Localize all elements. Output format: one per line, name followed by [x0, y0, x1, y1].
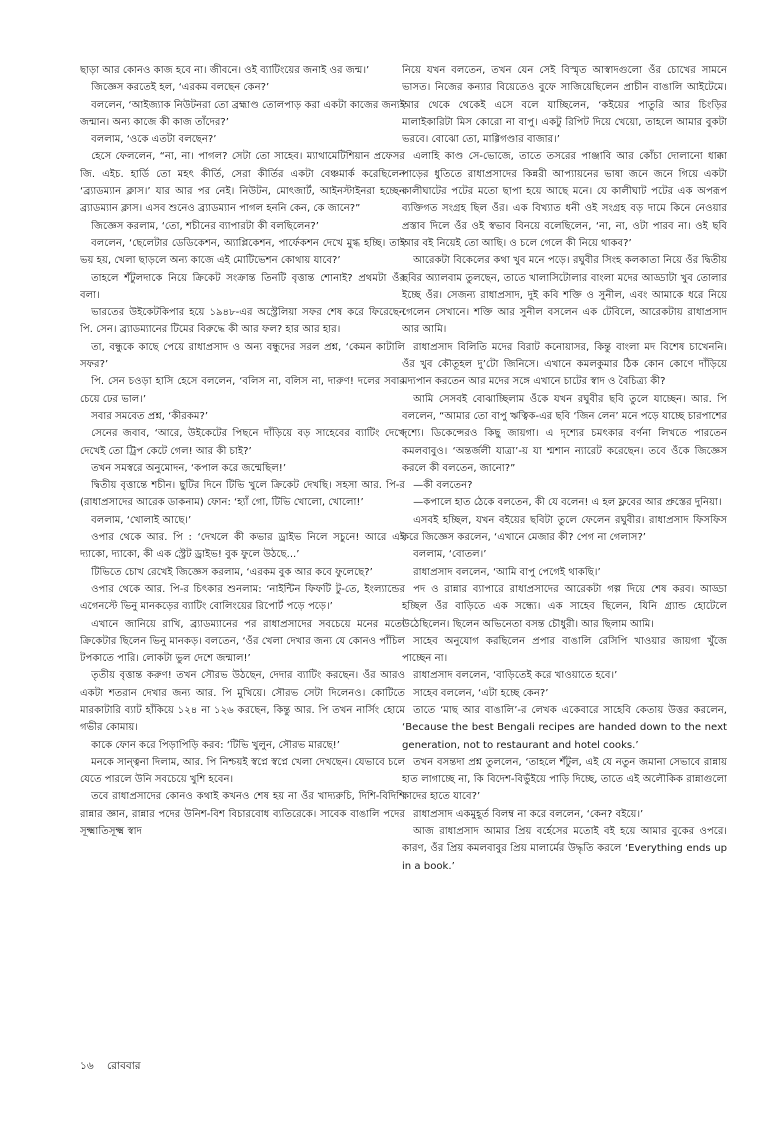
paragraph: রাধাপ্রসাদ বললেন, ‘বাড়িতেই করে খাওয়াতে হবে।’	[413, 670, 618, 682]
paragraph: পদ ও রান্নার ব্যাপারে রাধাপ্রসাদের আরেকটা গল্প দিয়ে শেষ করব। আড্ডা হচ্ছিল ওঁর বাড়িতে এক সন্ধ্যে। এক সাহেব ছিলেন, যিনি গ্র্যান্ড হোটেলে উঠেছিলেন। ছিলেন অভিনেতা বসন্ত চৌধুরী। আর ছিলাম আমি।	[402, 583, 727, 630]
paragraph: তখন সমস্বরে অনুমোদন, ‘কপাল করে জন্মেছিল!’	[91, 462, 287, 474]
paragraph: জিজ্ঞেস করতেই হল, ‘এরকম বলছেন কেন?’	[91, 82, 270, 94]
paragraph: কাকে ফোন করে পিড়াপিড়ি করব: ‘টিভি খুলুন, সৌরভ মারছে!’	[91, 739, 340, 751]
paragraph: জিজ্ঞেস করলাম, ‘তো, শচীনের ব্যাপারটা কী বলছিলেন?’	[91, 220, 319, 232]
paragraph: সবার সমবেত প্রশ্ন, ‘কীরকম?’	[91, 410, 209, 422]
paragraph: —কপালে হাত ঠেকে বলতেন, কী যে বলেন! এ হল ফ্লবের আর প্রুস্তের দুনিয়া।	[413, 497, 722, 509]
paragraph: দ্বিতীয় বৃত্তান্তে শচীন। ছুটির দিনে টিভি খুলে ক্রিকেট দেখছি। সহসা আর. পি-র (রাধাপ্রসাদের আরেক ডাকনাম) ফোন: ‘হ্যাঁ গো, টিভি খোলো, খোলো!’	[80, 480, 405, 509]
paragraph: এসবই হচ্ছিল, যখন বইয়ের ছবিটা তুলে ফেলেন রঘুবীর। রাধাপ্রসাদ ফিসফিস করে জিজ্ঞেস করলেন, ‘এখানে মেজার কী? পেগ না গেলাস?’	[402, 514, 727, 544]
paragraph: হেসে ফেললেন, “না, না। পাগল? সেটা তো সাহেব। ম্যাথামেটিশিয়ান প্রফেসর জি. এইচ. হার্ডি তো মহৎ কীর্তি, সেরা কীর্তির একটা বেঞ্চমার্ক করেছিলেন ‘ব্র্যাডম্যান ক্লাস।’ যার আর পর নেই। নিউটন, মোৎজার্ট, আইনস্টাইনরা হচ্ছেন ব্র্যাডম্যান ক্লাস। এসব শুনেও ব্র্যাডম্যান পাগল হননি কেন, কে জানে?”	[80, 151, 405, 215]
paragraph: বললেন, ‘ছেলেটার ডেডিকেশন, অ্যাপ্লিকেশন, পার্ফেকশন দেখে মুগ্ধ হচ্ছি। তাই ভয় হয়, খেলা ছাড়লে অন্য কাজে এই মোটিভেশন কোথায় যাবে?’	[80, 237, 405, 267]
paragraph: ছাড়া আর কোনও কাজ হবে না। জীবনে। ওই ব্যাটিংয়ের জনাই ওর জন্ম।’	[80, 65, 370, 76]
paragraph: ওপার থেকে আর. পি-র চিৎকার শুনলাম: ‘নাইন্টিন ফিফটি টু-তে, ইংল্যান্ডের এগেনস্টে ভিনু মানকড়ের ব্যাটিং বোলিংয়ের রিপোর্ট পড়ে পড়ে।’	[80, 583, 405, 613]
paragraph: আমি সেসবই বোঝাচ্ছিলাম ওঁকে যখন রঘুবীর ছবি তুলে যাচ্ছেন। আর. পি বললেন, “আমার তো বাপু ঋত্বিক-এর ছবি ‘জিন লেন’ মনে পড়ে যাচ্ছে চারপাশের দৃশ্যে। ডিকেন্সেরও কিছু জায়গা। এ দৃশ্যের চমৎকার বর্ণনা লিখতে পারতেন কমলবাবুও। ‘অন্তর্জলী যাত্রা’-য় যা শ্মশান ন্যারেট করেছেন। তবে ওঁকে জিজ্ঞেস করলে কী বলতেন, জানো?”	[402, 393, 727, 474]
page-number: ১৬	[80, 1060, 94, 1072]
paragraph: সাহেব বললেন, ‘এটা হচ্ছে কেন?’	[413, 687, 549, 699]
paragraph: আরেকটা বিকেলের কথা খুব মনে পড়ে। রঘুবীর সিংহ কলকাতা নিয়ে ওঁর দ্বিতীয় ছবির অ্যালবাম তুলছেন, তাতে খালাসিটোলার বাংলা মদের আড্ডাটা খুব তোলার ইচ্ছে ওঁর। সেজন্য রাধাপ্রসাদ, দুই কবি শক্তি ও সুনীল, এবং আমাকে ধরে নিয়ে গেলেন সেখানে। শক্তি আর সুনীল বসলেন এক টেবিলে, আরেকটায় রাধাপ্রসাদ আর আমি।	[402, 255, 727, 336]
paragraph: মনকে সান্ত্বনা দিলাম, আর. পি নিশ্চয়ই স্বপ্নে স্বপ্নে খেলা দেখছেন। যেভাবে চলে যেতে পারলে উনি সবচেয়ে খুশি হবেন।	[80, 756, 405, 786]
paragraph: আজ রাধাপ্রসাদ আমার প্রিয় বর্হেসের মতোই বই হয়ে আমার বুকের ওপরে। কারণ, ওঁর প্রিয় কমলবাবুর প্রিয় মালার্মের উদ্ধৃতি করলে ‘Everything ends up in a book.’	[402, 826, 727, 872]
paragraph: রাধাপ্রসাদ একমুহূর্ত বিলম্ব না করে বললেন, ‘কেন? বইয়ে।’	[413, 808, 644, 820]
paragraph: এলাহি কাণ্ড সে-ভোজে, তাতে তসরের পাঞ্জাবি আর কোঁচা দোলানো ধাক্কা পাড়ের ধুতিতে রাধাপ্রসাদের কিন্নরী আপ্যায়নের ভাষা জনে জনে গিয়ে একটা কালীঘাটের পটের মতো ছাপা হয়ে আছে মনে। যে কালীঘাট পটের এক অপরূপ ব্যক্তিগত সংগ্রহ ছিল ওঁর। এক বিখ্যাত ধনী ওই সংগ্রহ বড় দামে কিনে নেওয়ার প্রস্তাব দিলে ওঁর ওই স্বভাব বিনয়ে বলেছিলেন, ‘না, না, ওটা পারব না। ওই ছবি আর বই নিয়েই তো আছি। ও চলে গেলে কী নিয়ে থাকব?’	[402, 151, 727, 249]
section-name: রোববার	[106, 1060, 141, 1072]
paragraph: তবে রাধাপ্রসাদের কোনও কথাই কখনও শেষ হয় না ওঁর খাদ্যরুচি, দিশি-বিদিশি রান্নার জ্ঞান, রান্নার পদের উনিশ-বিশ বিচারবোধ ব্যতিরেকে। সাবেক বাঙালি পদের সূক্ষ্মাতিসূক্ষ্ম স্বাদ	[80, 791, 405, 838]
paragraph: বললাম, ‘খোলাই আছে।’	[91, 514, 192, 526]
paragraph: এখানে জানিয়ে রাখি, ব্র্যাডম্যানের পর রাধাপ্রসাদের সবচেয়ে মনের মতো ক্রিকেটার ছিলেন ভিনু মানকড়। বলতেন, ‘ওঁর খেলা দেখার জন্য যে কোনও পাঁচিল টপকাতে পারি। লোকটা ভুল দেশে জন্মাল!’	[80, 618, 405, 665]
paragraph: সাহেব অনুযোগ করছিলেন প্রপার বাঙালি রেসিপি খাওয়ার জায়গা খুঁজে পাচ্ছেন না।	[402, 635, 727, 665]
paragraph: সেনের জবাব, ‘আরে, উইকেটের পিছনে দাঁড়িয়ে বড় সাহেবের ব্যাটিং দেখে দেখেই তো ট্রিপ কেটে গেল! আর কী চাই?’	[80, 428, 405, 457]
paragraph: তাতে ‘মাছ আর বাঙালি’-র লেখক একেবারে সাহেবি কেতায় উত্তর করলেন, ‘Because the best Bengali recipes are handed down to the next generation, not to restaurant and hotel cooks.’	[402, 704, 727, 751]
page-footer	[80, 1059, 141, 1073]
paragraph: তৃতীয় বৃত্তান্ত করুণ! তখন সৌরভ উঠছেন, দেদার ব্যাটিং করছেন। ওঁর আরও একটা শতরান দেখার জন্য আর. পি মুখিয়ে। সৌরভ সেটা দিলেনও। কোটিতে মারকাটারি ব্যাট হাঁকিয়ে ১২৪ না ১২৬ করছেন, কিন্তু আর. পি তখন নার্সিং হোমে গভীর কোমায়।	[80, 670, 405, 734]
paragraph: নিয়ে যখন বলতেন, তখন যেন সেই বিস্মৃত আস্বাদগুলো ওঁর চোখের সামনে ভাসত। নিজের কন্যার বিয়েতেও বুফে সাজিয়েছিলেন প্রাচীন বাঙালি আইটেমে। আর থেকে থেকেই এসে বলে যাচ্ছিলেন, ‘কইয়ের পাতুরি আর চিংড়ির মালাইকারিটা মিস কোরো না বাপু। একটু রিপিট দিয়ে খেয়ো, তাহলে আমার বুকটা ভরবে। বোঝো তো, মাগ্গিগণ্ডার বাজার।’	[402, 65, 727, 146]
article-column-right	[402, 62, 727, 1062]
paragraph: ওপার থেকে আর. পি : ‘দেখলে কী কভার ড্রাইভ নিলে সচুনে! আরে এই দ্যাকো, দ্যাকো, কী এক স্ট্রেট ড্রাইভ! বুক ফুলে উঠছে...’	[80, 532, 405, 561]
paragraph: পি. সেন চওড়া হাসি হেসে বললেন, ‘বলিস না, বলিস না, দারুণ! দলের সবার চেয়ে ঢের ভাল।’	[80, 376, 405, 405]
paragraph: টিভিতে চোখ রেখেই জিজ্ঞেস করলাম, ‘এরকম বুক আর কবে ফুলেছে?’	[91, 566, 373, 578]
paragraph: বললেন, ‘আইজ্যাক নিউটনরা তো ব্রহ্মাণ্ড তোলপাড় করা একটা কাজের জন্যই জন্মান। অন্য কাজে কী কাজ তাঁদের?’	[80, 99, 405, 128]
paragraph: রাধাপ্রসাদ বললেন, ‘আমি বাপু পেগেই থাকছি।’	[413, 566, 601, 578]
paragraph: তা, বন্ধুকে কাছে পেয়ে রাধাপ্রসাদ ও অন্য বন্ধুদের সরল প্রশ্ন, ‘কেমন কাটালি সফর?’	[80, 341, 405, 371]
paragraph: —কী বলতেন?	[413, 480, 473, 492]
paragraph: রাধাপ্রসাদ বিলিতি মদের বিরাট কনোয়াসর, কিন্তু বাংলা মদ বিশেষ চাখেননি। ওঁর খুব কৌতূহল দু’টো জিনিসে। এখানে কমলকুমার ঠিক কোন কোণে দাঁড়িয়ে মদ্যপান করতেন আর মদের সঙ্গে এখানে চাটের স্বাদ ও বৈচিত্র্য কী?	[402, 341, 727, 388]
article-column-left	[80, 62, 405, 1052]
paragraph: বললাম, ‘ওকে এতটা বলছেন?’	[91, 134, 217, 146]
paragraph: ভারতের উইকেটকিপার হয়ে ১৯৪৮-এর অস্ট্রেলিয়া সফর শেষ করে ফিরেছেন পি. সেন। ব্র্যাডম্যানের টিমের বিরুদ্ধে কী আর ফল? হার আর হার।	[80, 307, 405, 336]
paragraph: বললাম, ‘বোতল।’	[413, 549, 487, 561]
paragraph: তখন বসন্তদা প্রশ্ন তুললেন, ‘তাহলে শঁটুল, এই যে নতুন জমানা সেভাবে রান্নায় হাত লাগাচ্ছে না, কি বিদেশ-বিভুঁইয়ে পাড়ি দিচ্ছে, তাতে এই অলৌকিক রান্নাগুলো কাদের হাতে যাবে?’	[402, 756, 727, 803]
paragraph: তাহলে শঁটুলদাকে নিয়ে ক্রিকেট সংক্রান্ত তিনটি বৃত্তান্ত শোনাই? প্রথমটা ওঁর বলা।	[80, 272, 405, 301]
